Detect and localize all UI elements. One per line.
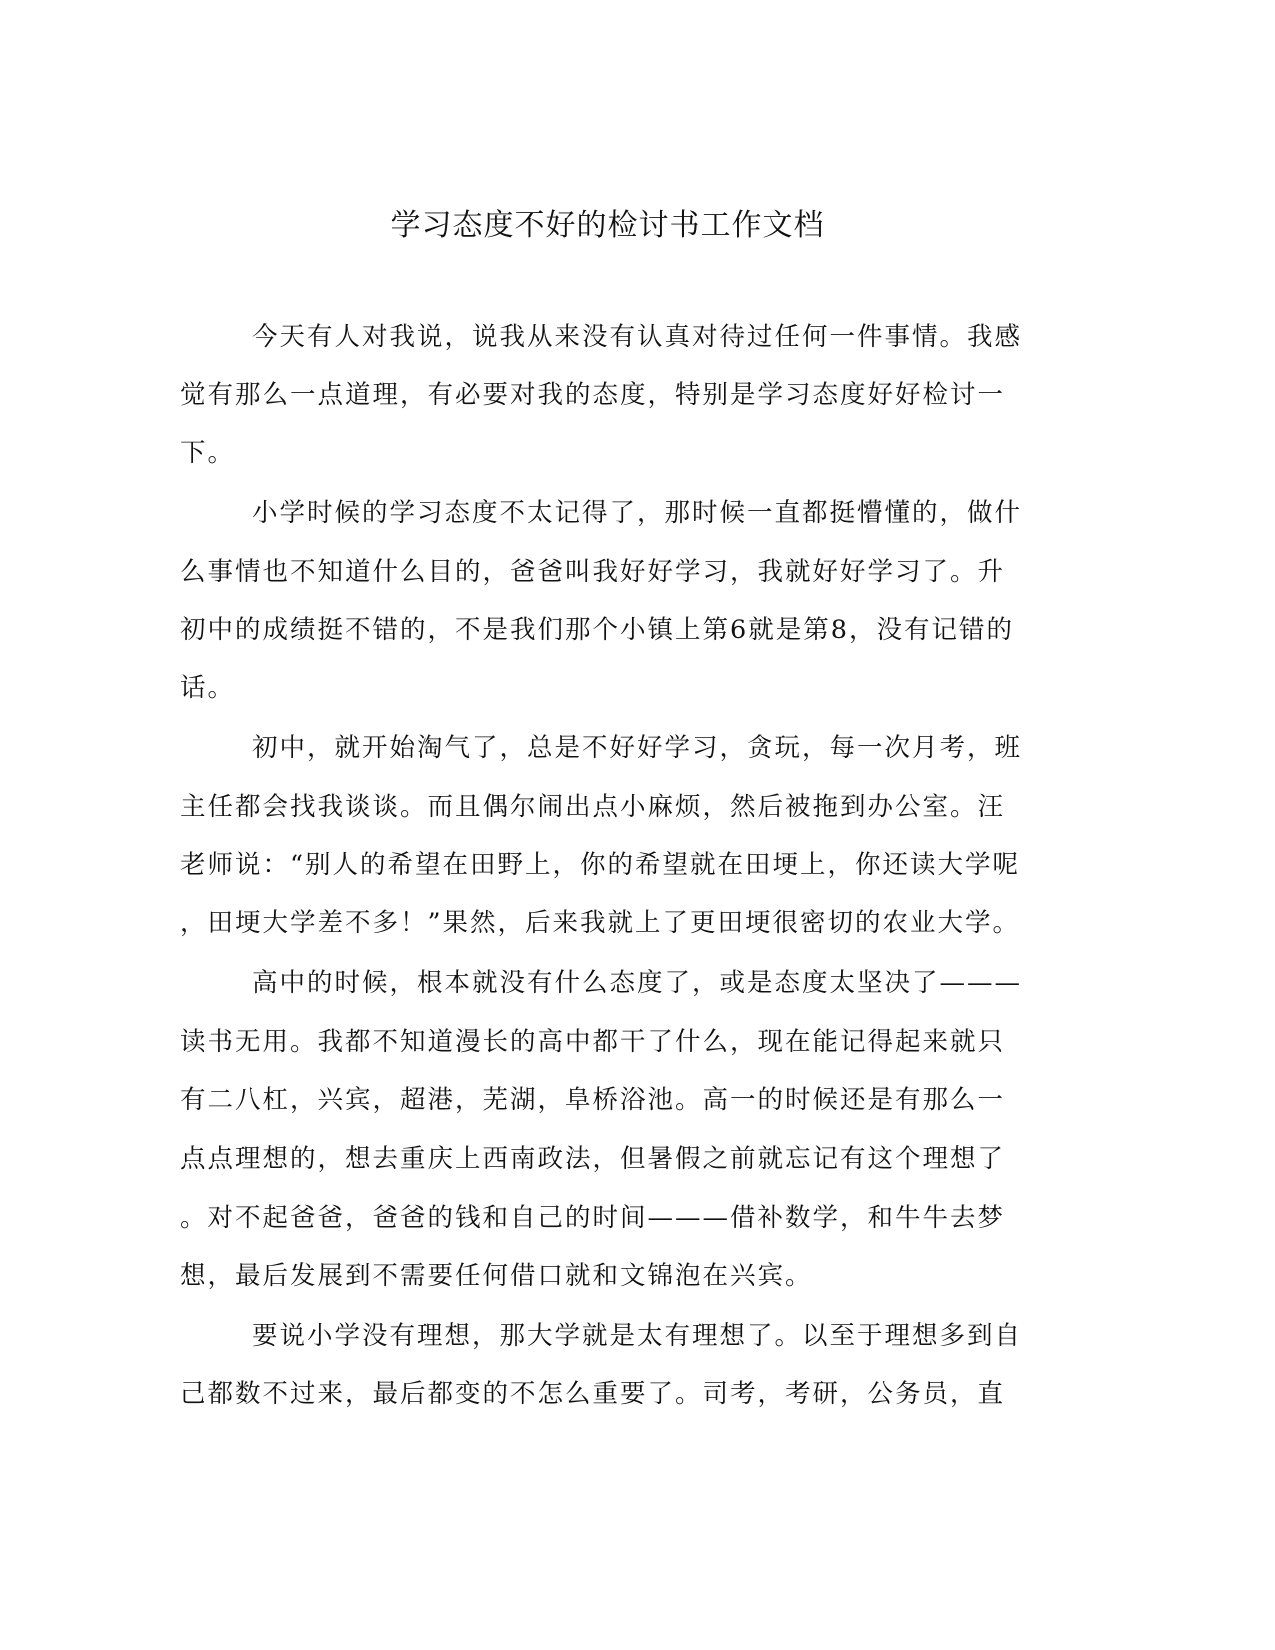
paragraph-line: 初中的成绩挺不错的，不是我们那个小镇上第6就是第8，没有记错的 [180,615,1014,645]
paragraph-line: 主任都会找我谈谈。而且偶尔闹出点小麻烦，然后被拖到办公室。汪 [180,792,1006,822]
paragraph-line: 觉有那么一点道理，有必要对我的态度，特别是学习态度好好检讨一 [180,380,1006,410]
paragraph-line: 有二八杠，兴宾，超港，芜湖，阜桥浴池。高一的时候还是有那么一 [180,1085,1006,1115]
paragraph-line: 点点理想的，想去重庆上西南政法，但暑假之前就忘记有这个理想了 [180,1144,1006,1174]
paragraph-line: 老师说：“别人的希望在田野上，你的希望就在田埂上，你还读大学呢 [180,850,1021,880]
paragraph-line: 读书无用。我都不知道漫长的高中都干了什么，现在能记得起来就只 [180,1027,1006,1057]
paragraph-line: 己都数不过来，最后都变的不怎么重要了。司考，考研，公务员，直 [180,1379,1006,1409]
paragraph-line: 今天有人对我说，说我从来没有认真对待过任何一件事情。我感 [252,322,1023,352]
document-title: 学习态度不好的检讨书工作文档 [390,208,825,243]
paragraph-line: 么事情也不知道什么目的，爸爸叫我好好学习，我就好好学习了。升 [180,557,1006,587]
paragraph-line: ，田埂大学差不多！”果然，后来我就上了更田埂很密切的农业大学。 [180,908,1021,938]
paragraph-line: 下。 [180,438,236,468]
paragraph-line: 初中，就开始淘气了，总是不好好学习，贪玩，每一次月考，班 [252,733,1023,763]
paragraph-line: 小学时候的学习态度不太记得了，那时候一直都挺懵懂的，做什 [252,498,1023,528]
paragraph-line: 要说小学没有理想，那大学就是太有理想了。以至于理想多到自 [252,1321,1023,1351]
paragraph-line: 想，最后发展到不需要任何借口就和文锦泡在兴宾。 [180,1261,813,1291]
paragraph-line: 。对不起爸爸，爸爸的钱和自己的时间———借补数学，和牛牛去梦 [180,1203,1006,1233]
paragraph-line: 高中的时候，根本就没有什么态度了，或是态度太坚决了——— [252,968,1023,998]
paragraph-line: 话。 [180,673,236,703]
